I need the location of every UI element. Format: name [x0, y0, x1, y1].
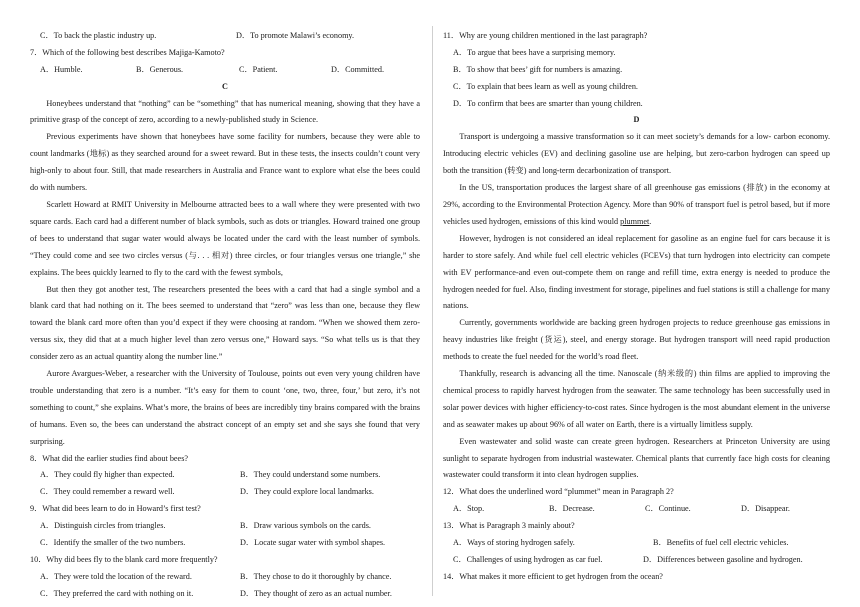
passage-c-paragraph-5: Aurore Avargues-Weber, a researcher with the University of Toulouse, points out even very young children have trouble understanding that zero is a number. “It’s easy for them to count ‘one, two, three, four,’ but zero, it’s not something to count,” she explains. What’s more, the brains of bees are incredibly tiny brains compared with the brains of humans. Even so, the bees can understand the abstract concept of an empty set and she says she found that very surprising. — [30, 369, 420, 446]
option-a: A．Ways of storing hydrogen safely. — [453, 538, 575, 548]
q13-options-ab — [443, 535, 830, 552]
q8-options-cd — [30, 484, 420, 501]
column-divider — [432, 26, 433, 596]
q10-options-cd — [30, 586, 420, 603]
option-b: B．Generous. — [136, 64, 184, 74]
passage-d-paragraph-4: Currently, governments worldwide are backing green hydrogen projects to reduce greenhouse gas emissions in heavy industries like freight (货运), steel, and energy storage. But hydrogen transport will need rapid production methods to create the fuel needed for the world’s road fleet. — [443, 318, 830, 362]
passage-d-paragraph-5: Thankfully, research is advancing all the time. Nanoscale (纳米级的) thin films are applied to improving the chemical process to rapidly harvest hydrogen from the seawater. The same technology has been successfully used in solar power devices with higher efficiency-to-cost rates. Since hydrogen is the most abundant element in the universe and as seawater makes up about 96% of all water on Earth, there is a virtually limitless supply. — [443, 369, 830, 429]
option-c: C．They preferred the card with nothing on it. — [40, 588, 194, 598]
option-b: B．Draw various symbols on the cards. — [240, 521, 371, 531]
paragraph-2-end: . — [649, 216, 652, 226]
passage-d-paragraph-2 — [443, 180, 830, 231]
q11-option-a: A．To argue that bees have a surprising memory. — [453, 47, 616, 57]
option-a: A．Stop. — [453, 504, 485, 514]
section-heading-d: D — [633, 115, 640, 125]
q7-options — [30, 62, 420, 79]
option-c: C．Challenges of using hydrogen as car fuel. — [453, 554, 603, 564]
q11-option-c: C．To explain that bees learn as well as young children. — [453, 81, 638, 91]
passage-c-paragraph-4: But then they got another test, The researchers presented the bees with a card that had a single symbol and a blank card that had nothing on it. The bees seemed to understand that “zero” was less than one, because they flew toward the blank card more often than you’d expect if they were choosing at random. “When we showed them zero-versus six, they did that at a much higher level than zero versus one,” Howard says. “So what tells us is that they consider zero as an actual quantity along the number line.” — [30, 284, 420, 362]
passage-c-paragraph-3: Scarlett Howard at RMIT University in Melbourne attracted bees to a wall where they were presented with two square cards. Each card had a different number of black symbols, such as dots or triangles. Howard trained one group of bees to understand that sugar water would always be located under the card with the least number of symbols. “They could come and see two circles versus (与. . . 相对) three circles, or four triangles versus one triangle,” she explains. The bees quickly learned to fly to the card with the fewest symbols, — [30, 200, 420, 277]
right-column — [443, 28, 830, 586]
passage-c-paragraph-2: Previous experiments have shown that honeybees have some facility for numbers, because they were able to count landmarks (地标) as they searched around for a sweet reward. But in these tests, the insects couldn’t count very high-only to about four. Still, that made researchers in Australia and France want to explore what else the bees could do with numbers. — [30, 132, 420, 193]
question-11: 11．Why are young children mentioned in the last paragraph? — [443, 31, 648, 40]
question-10: 10．Why did bees fly to the blank card more frequently? — [30, 554, 218, 564]
option-a: A．They were told the location of the reward. — [40, 571, 192, 581]
passage-d-paragraph-1: Transport is undergoing a massive transformation so it can meet society’s demands for a low- carbon economy. Introducing electric vehicles (EV) and declining gasoline use are helping, but zero-carbon hydrogen can speed up both the transition (转变) and long-term decarbonization of transport. — [443, 132, 830, 176]
q9-options-ab — [30, 518, 420, 535]
section-heading-c: C — [222, 81, 228, 91]
option-c: C．They could remember a reward well. — [40, 487, 175, 497]
option-c: C．To back the plastic industry up. — [40, 31, 157, 40]
option-a: A．Humble. — [40, 64, 83, 74]
q12-options — [443, 501, 830, 518]
question-13: 13．What is Paragraph 3 mainly about? — [443, 521, 575, 531]
q9-options-cd — [30, 535, 420, 552]
option-a: A．They could fly higher than expected. — [40, 470, 175, 480]
option-d: D．Disappear. — [741, 504, 790, 514]
q11-option-b: B．To show that bees’ gift for numbers is amazing. — [453, 64, 623, 74]
option-b: B．Decrease. — [549, 504, 595, 514]
q6-options-cd — [30, 28, 420, 45]
option-d: D．Locate sugar water with symbol shapes. — [240, 538, 386, 548]
option-b: B．They chose to do it thoroughly by chance. — [240, 571, 392, 581]
q8-options-ab — [30, 467, 420, 484]
option-d: D．Differences between gasoline and hydrogen. — [643, 554, 803, 564]
option-d: D．To promote Malawi’s economy. — [236, 31, 355, 40]
paragraph-2-text: In the US, transportation produces the largest share of all greenhouse gas emissions (排放) in the economy at 29%, according to the Environmental Protection Agency. More than 90% of transport fuel is petrol based, but if more vehicles used hydrogen, emissions of this kind would — [443, 183, 830, 226]
left-column — [30, 28, 420, 603]
option-c: C．Continue. — [645, 504, 691, 514]
option-c: C．Patient. — [239, 64, 278, 74]
option-b: B．Benefits of fuel cell electric vehicles. — [653, 538, 789, 548]
passage-d-paragraph-6: Even wastewater and solid waste can create green hydrogen. Researchers at Princeton University are using sunlight to separate hydrogen from industrial wastewater. Chemical plants that currently face high costs for cleaning wastewater could transform it into clean hydrogen supplies. — [443, 436, 830, 480]
question-14: 14．What makes it more efficient to get hydrogen from the ocean? — [443, 571, 663, 581]
option-d: D．They thought of zero as an actual number. — [240, 588, 392, 598]
q10-options-ab — [30, 569, 420, 586]
question-8: 8．What did the earlier studies find about bees? — [30, 453, 189, 463]
q13-options-cd — [443, 552, 830, 569]
q11-option-d: D．To confirm that bees are smarter than young children. — [453, 98, 643, 108]
question-7: 7．Which of the following best describes Majiga-Kamoto? — [30, 47, 225, 57]
option-c: C．Identify the smaller of the two numbers. — [40, 538, 186, 548]
passage-c-paragraph-1: Honeybees understand that “nothing” can be “something” that has numerical meaning, showing that they have a primitive grasp of the concept of zero, according to a newly-published study in Science. — [30, 98, 420, 125]
underlined-word: plummet — [620, 216, 650, 226]
question-9: 9．What did bees learn to do in Howard’s first test? — [30, 504, 201, 514]
option-d: D．They could explore local landmarks. — [240, 487, 374, 497]
question-12: 12．What does the underlined word “plummet” mean in Paragraph 2? — [443, 487, 674, 497]
option-d: D．Committed. — [331, 64, 384, 74]
option-a: A．Distinguish circles from triangles. — [40, 521, 166, 531]
option-b: B．They could understand some numbers. — [240, 470, 381, 480]
passage-d-paragraph-3: However, hydrogen is not considered an ideal replacement for gasoline as an engine fuel for cars because it is harder to store safely. And while fuel cell electric vehicles (FCEVs) that turn hydrogen into electricity can compete with EV performance-and even out-compete them on range and refill time, extra energy is needed to produce the hydrogen needed for fuel. Also, finding investment for storage, pipelines and fuel stations is still a challenge for many nations. — [443, 233, 830, 311]
